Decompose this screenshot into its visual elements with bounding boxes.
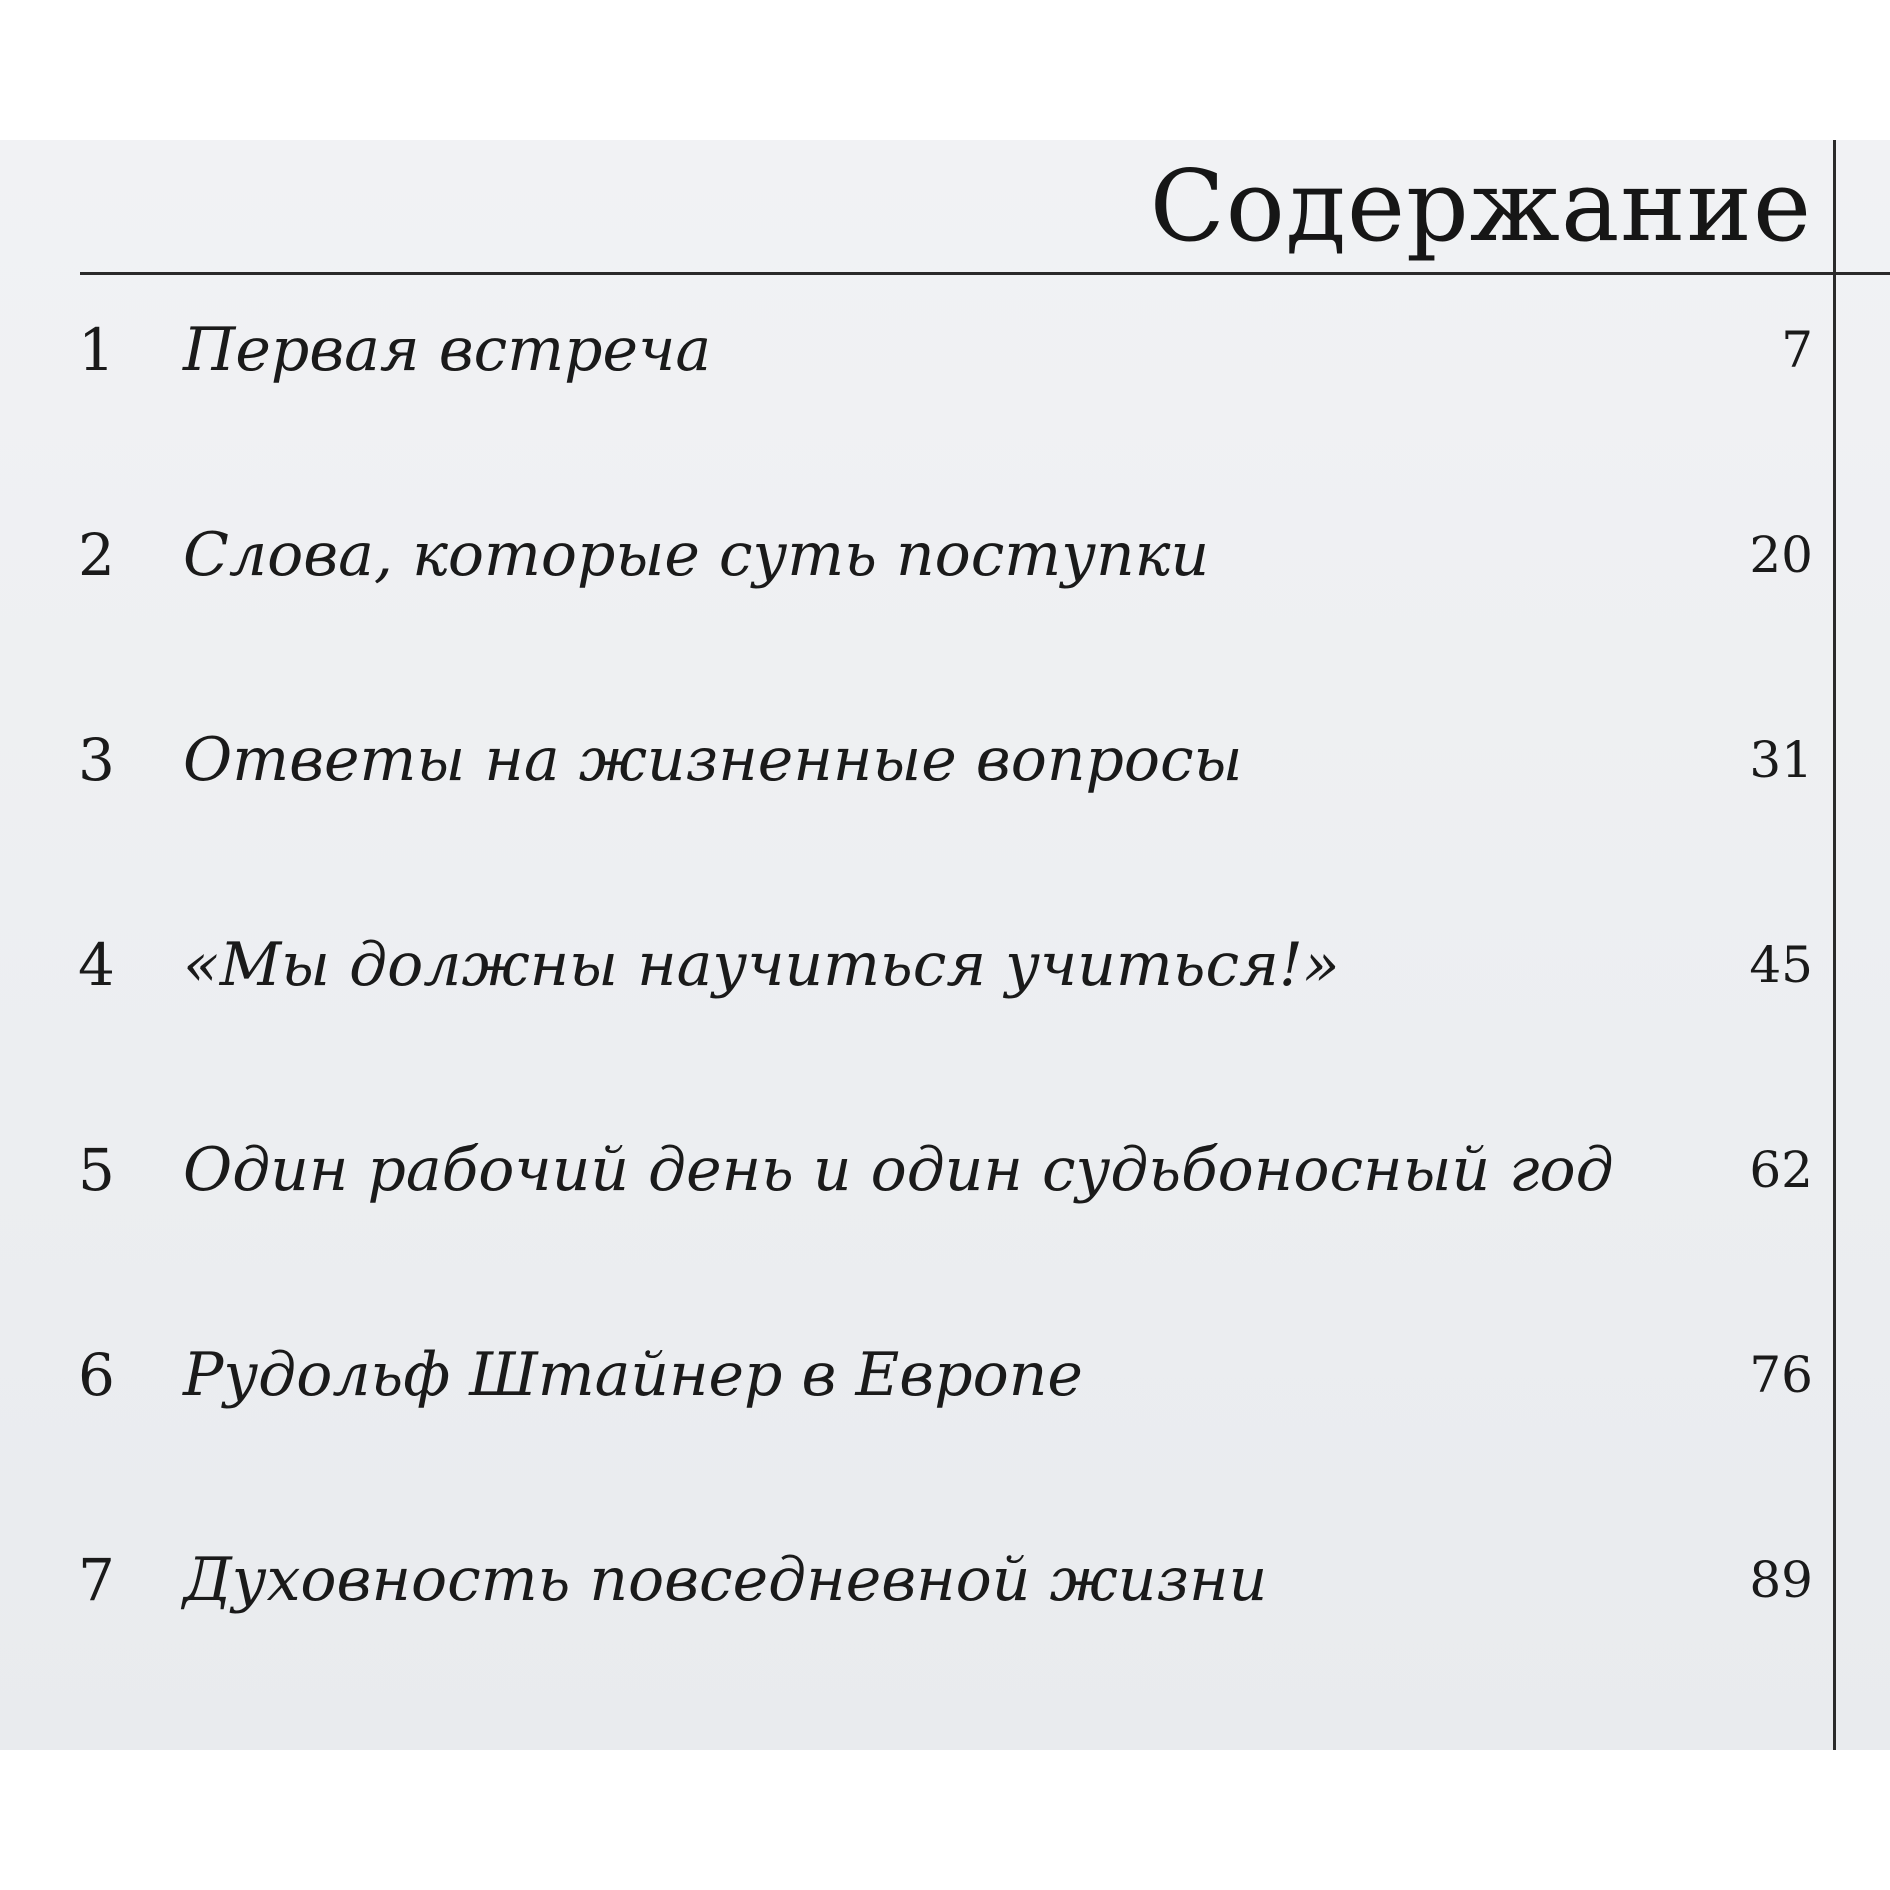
toc-entry-5 [78,1125,1813,1215]
toc-entry-1 [78,305,1813,395]
contents-heading: Содержание [1149,150,1812,264]
entry-title: «Мы должны научиться учиться!» [183,930,1340,1000]
entry-title: Один рабочий день и один судьбоносный год [183,1135,1614,1205]
entry-page-number: 20 [1749,526,1813,584]
entry-title: Ответы на жизненные вопросы [183,725,1243,795]
entry-page-number: 45 [1749,936,1813,994]
entry-title: Духовность повседневной жизни [183,1545,1268,1615]
toc-entry-3 [78,715,1813,805]
toc-entry-2 [78,510,1813,600]
entry-page-number: 76 [1749,1346,1813,1404]
entry-number: 1 [78,316,115,384]
entry-number: 7 [78,1546,115,1614]
toc-entry-7 [78,1535,1813,1625]
entry-page-number: 31 [1749,731,1813,789]
entry-title: Первая встреча [183,315,712,385]
entry-number: 5 [78,1136,115,1204]
entry-title: Слова, которые суть поступки [183,520,1210,590]
entry-title: Рудольф Штайнер в Европе [183,1340,1083,1410]
toc-entry-4 [78,920,1813,1010]
entry-page-number: 7 [1781,321,1813,379]
entry-number: 2 [78,521,115,589]
entry-page-number: 62 [1749,1141,1813,1199]
entry-number: 4 [78,931,115,999]
toc-entry-6 [78,1330,1813,1420]
entry-page-number: 89 [1749,1551,1813,1609]
entry-number: 3 [78,726,115,794]
entry-number: 6 [78,1341,115,1409]
